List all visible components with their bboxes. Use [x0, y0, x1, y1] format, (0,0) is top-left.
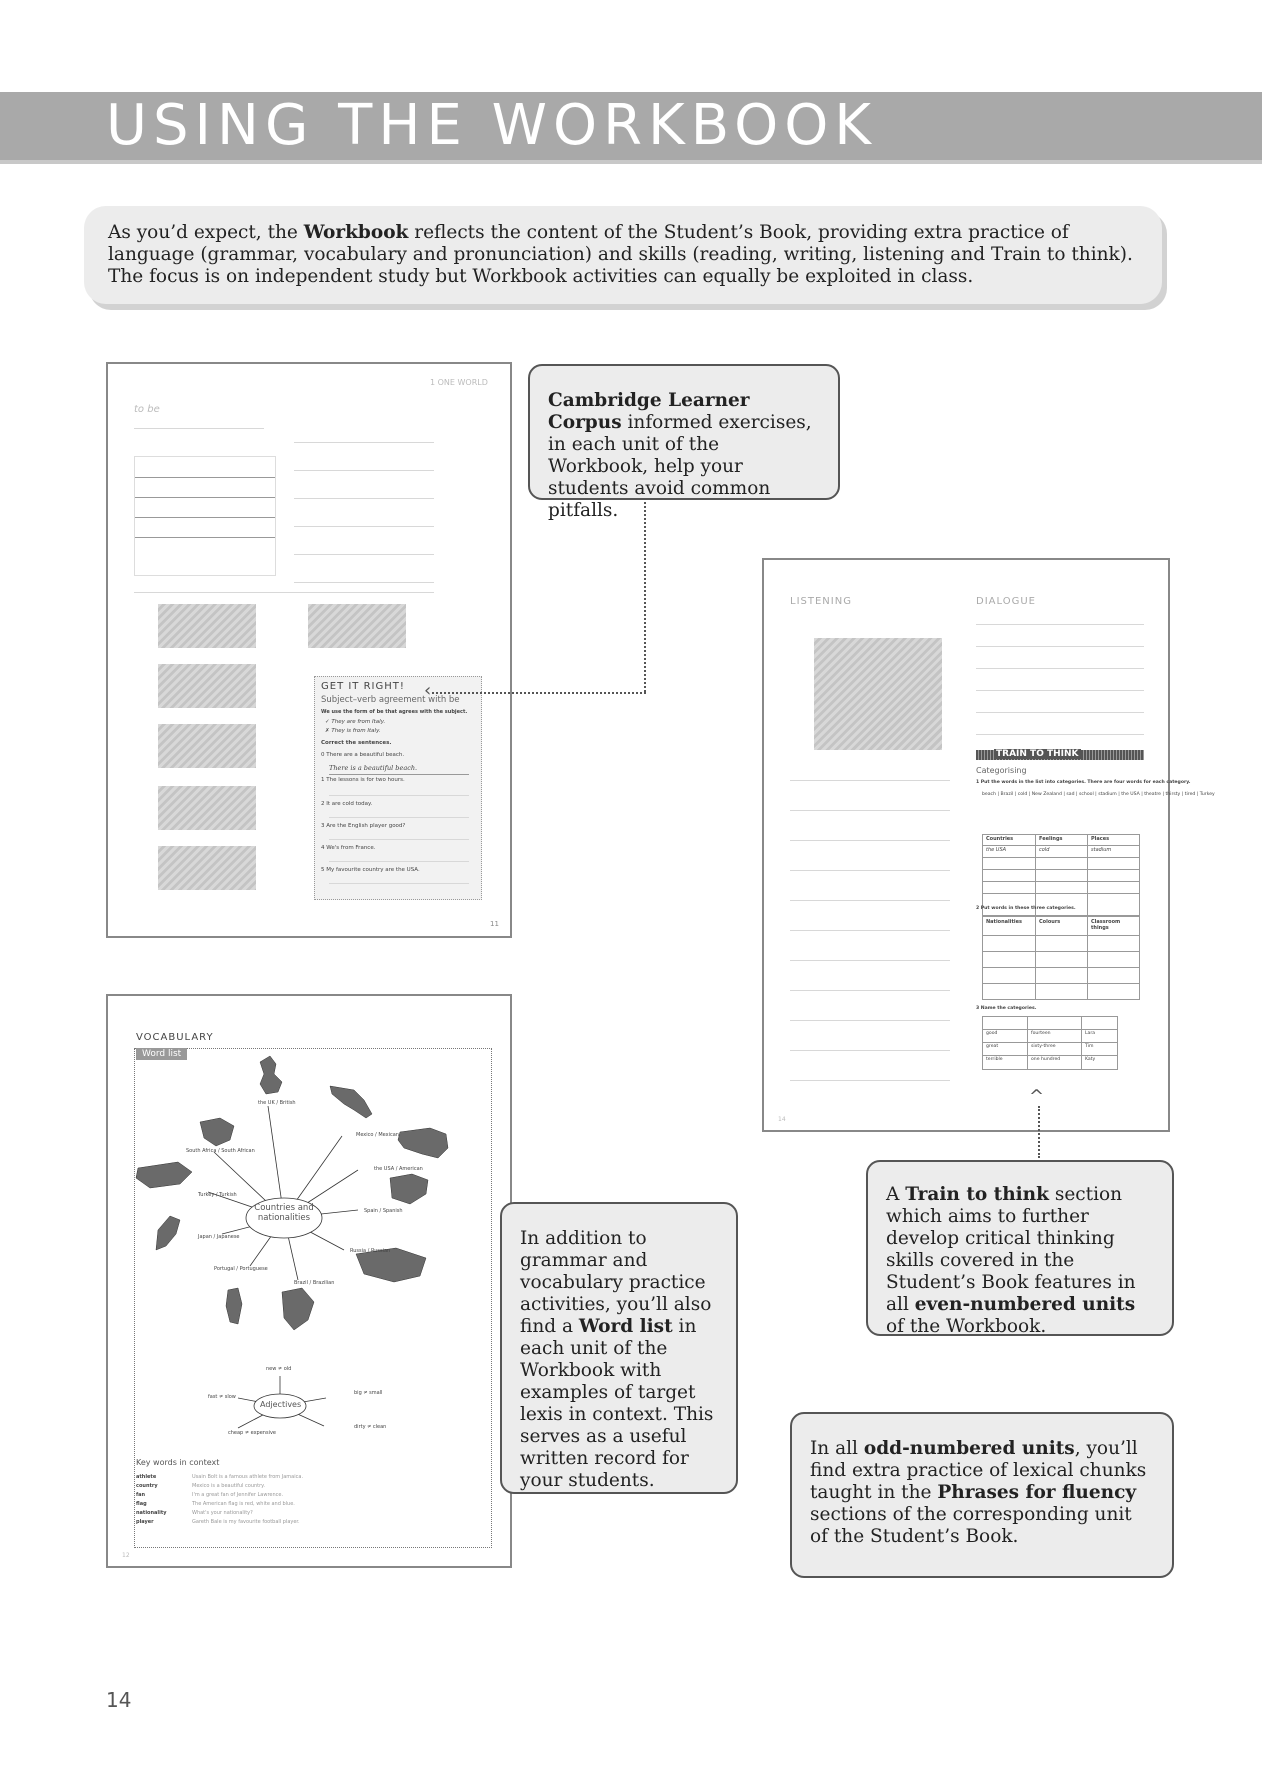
adjective-pair: fast ≠ slow	[208, 1394, 236, 1400]
key-word-example: Usain Bolt is a famous athlete from Jamaica.	[192, 1474, 304, 1480]
key-word: nationality	[136, 1510, 167, 1516]
page-title: USING THE WORKBOOK	[106, 93, 878, 158]
country-label: Spain / Spanish	[364, 1208, 403, 1214]
key-words-list	[136, 1474, 376, 1528]
word-list: beach | Brazil | cold | New Zealand | sad | school | stadium | the USA | theatre | thirsty | tired | Turkey	[982, 792, 1215, 797]
adjective-pair: dirty ≠ clean	[354, 1424, 387, 1430]
t2-header-nationalities: Nationalities	[986, 919, 1022, 925]
key-words-title: Key words in context	[136, 1458, 220, 1467]
adjectives-center: Adjectives	[260, 1400, 302, 1409]
t1-header-places: Places	[1091, 836, 1110, 842]
intro-bold-workbook: Workbook	[303, 222, 409, 243]
t3-cell: Tim	[1085, 1044, 1094, 1049]
get-it-right-box	[314, 676, 482, 900]
callout-train-text-3: of the Workbook.	[886, 1316, 1047, 1337]
country-label: the USA / American	[374, 1166, 423, 1172]
dialogue-heading: DIALOGUE	[976, 596, 1036, 607]
callout-phrases-text-2: , you’ll find extra practice of lexical chunks taught in the	[810, 1438, 1147, 1503]
connector-arrow-up-icon: ^	[1029, 1086, 1045, 1107]
connector-corpus-vertical	[644, 502, 646, 692]
callout-train-bold-2: even-numbered units	[914, 1294, 1136, 1315]
t3-cell: terrible	[986, 1057, 1003, 1062]
t3-cell: Lara	[1085, 1031, 1096, 1036]
key-word-example: Gareth Bale is my favourite football player.	[192, 1519, 300, 1525]
t3-cell: sixty-three	[1031, 1044, 1056, 1049]
callout-phrases-text-3: sections of the corresponding unit of the Student’s Book.	[810, 1504, 1132, 1547]
photo-1	[158, 604, 256, 648]
categorise-table-2	[982, 916, 1140, 1000]
adjective-pair: new ≠ old	[266, 1366, 292, 1372]
callout-learner-corpus	[528, 364, 840, 521]
page-number: 14	[106, 1688, 132, 1712]
t1-cell-stadium: stadium	[1091, 847, 1112, 853]
task-3: 3 Name the categories.	[976, 1006, 1037, 1011]
vocab-heading: VOCABULARY	[136, 1032, 214, 1043]
key-word-example: The American flag is red, white and blue.	[192, 1501, 295, 1507]
gir-item-5: 5 My favourite country are the USA.	[321, 867, 420, 873]
get-it-right-rule: We use the form of be that agrees with the subject.	[321, 709, 468, 715]
vocab-page-number: 12	[122, 1552, 130, 1559]
section-label: to be	[134, 404, 160, 415]
train-banner-label: TRAIN TO THINK	[996, 749, 1079, 759]
get-it-right-example-2: ✗ They is from Italy.	[325, 728, 381, 734]
categorise-table-3	[982, 1016, 1118, 1070]
callout-train-text-2: section which aims to further develop critical thinking skills covered in the Student’s Book features in all	[886, 1184, 1136, 1315]
key-word: player	[136, 1519, 154, 1525]
t1-header-feelings: Feelings	[1039, 836, 1063, 842]
thumbnail-vocabulary-page	[106, 994, 512, 1568]
t2-header-classroom: Classroom things	[1091, 919, 1121, 931]
get-it-right-task: Correct the sentences.	[321, 740, 392, 746]
key-word-example: What's your nationality?	[192, 1510, 253, 1516]
task-2: 2 Put words in these three categories.	[976, 906, 1076, 911]
photo-4	[158, 724, 256, 768]
key-word: country	[136, 1483, 158, 1489]
task-1: 1 Put the words in the list into categories. There are four words for each category.	[976, 780, 1191, 785]
gir-item-0-answer: There is a beautiful beach.	[329, 764, 418, 772]
t3-cell: Katy	[1085, 1057, 1096, 1062]
get-it-right-example-1: ✓ They are from Italy.	[325, 719, 386, 725]
callout-word-list	[500, 1202, 738, 1494]
country-label: Brazil / Brazilian	[294, 1280, 335, 1286]
callout-wordlist-bold: Word list	[578, 1316, 673, 1337]
connector-corpus-horizontal	[432, 692, 646, 694]
t1-header-countries: Countries	[986, 836, 1014, 842]
gir-item-2: 2 It are cold today.	[321, 801, 373, 807]
country-label: Portugal / Portuguese	[214, 1266, 268, 1272]
country-label: Mexico / Mexican	[356, 1132, 399, 1138]
get-it-right-subtitle: Subject–verb agreement with be	[321, 695, 460, 705]
photo-6	[158, 846, 256, 890]
key-word: flag	[136, 1501, 147, 1507]
get-it-right-title: GET IT RIGHT!	[321, 681, 405, 692]
country-label: South Africa / South African	[186, 1148, 255, 1154]
connector-arrow-left-icon: ‹	[424, 680, 432, 701]
country-label: Japan / Japanese	[198, 1234, 240, 1240]
gir-item-0: 0 There are a beautiful beach.	[321, 752, 405, 758]
photo-3	[158, 664, 256, 708]
callout-phrases-bold-1: odd-numbered units	[863, 1438, 1075, 1459]
unit-tag: 1 ONE WORLD	[430, 378, 488, 387]
key-word-example: Mexico is a beautiful country.	[192, 1483, 266, 1489]
callout-train-bold-1: Train to think	[905, 1184, 1049, 1205]
listening-photo	[814, 638, 942, 750]
categorise-table-1	[982, 834, 1140, 916]
key-word-example: I'm a great fan of Jennifer Lawrence.	[192, 1492, 284, 1498]
t3-cell: great	[986, 1044, 999, 1049]
callout-corpus-text: informed exercises, in each unit of the Workbook, help your students avoid common pitfalls.	[548, 412, 812, 521]
country-label: Turkey / Turkish	[198, 1192, 237, 1198]
wordlist-tab: Word list	[136, 1048, 187, 1060]
thumbnail-skills-page	[762, 558, 1215, 1132]
callout-wordlist-text-2: in each unit of the Workbook with examples of target lexis in context. This serves as a useful written record for your students.	[520, 1316, 714, 1491]
title-banner	[0, 92, 1262, 164]
photo-2	[308, 604, 406, 648]
listening-heading: LISTENING	[790, 596, 852, 607]
callout-train-to-think	[866, 1160, 1174, 1336]
mindmap-center: Countries and nationalities	[254, 1203, 314, 1223]
callout-phrases-text-1: In all	[810, 1438, 864, 1459]
country-label: the UK / British	[258, 1100, 296, 1106]
gir-item-1: 1 The lessons is for two hours.	[321, 777, 405, 783]
key-word: fan	[136, 1492, 146, 1498]
train-to-think-banner	[976, 750, 1144, 760]
country-label: Russia / Russian	[350, 1248, 391, 1254]
t3-cell: good	[986, 1031, 998, 1036]
callout-corpus-bold: Cambridge Learner Corpus	[548, 390, 750, 433]
intro-text-2: reflects the content of the Student’s Book, providing extra practice of language (grammar, vocabulary and pronunciation) and skills (reading, writing, listening and Train to think). The focus is on independent study but Workbook activities can equally be exploited in class.	[108, 222, 1133, 287]
intro-box	[84, 206, 1162, 304]
callout-train-text-1: A	[886, 1184, 906, 1205]
gir-item-4: 4 We's from France.	[321, 845, 376, 851]
key-word: athlete	[136, 1474, 157, 1480]
t1-cell-the-usa: the USA	[986, 847, 1007, 853]
intro-text-1: As you’d expect, the	[108, 222, 304, 243]
t3-cell: fourteen	[1031, 1031, 1051, 1036]
callout-wordlist-text-1: In addition to grammar and vocabulary practice activities, you’ll also find a	[520, 1228, 712, 1337]
callout-phrases-bold-2: Phrases for fluency	[937, 1482, 1137, 1503]
connector-train-vertical	[1038, 1106, 1040, 1158]
photo-5	[158, 786, 256, 830]
t3-cell: one hundred	[1031, 1057, 1061, 1062]
adjective-pair: big ≠ small	[354, 1390, 383, 1396]
skills-page-number: 14	[778, 1116, 786, 1123]
t2-header-colours: Colours	[1039, 919, 1061, 925]
gir-item-3: 3 Are the English player good?	[321, 823, 406, 829]
grammar-page-number: 11	[490, 920, 499, 928]
t1-cell-cold: cold	[1039, 847, 1050, 853]
categorising-label: Categorising	[976, 766, 1027, 775]
thumbnail-grammar-page	[106, 362, 512, 938]
adjective-pair: cheap ≠ expensive	[228, 1430, 276, 1436]
callout-phrases-for-fluency	[790, 1412, 1174, 1578]
